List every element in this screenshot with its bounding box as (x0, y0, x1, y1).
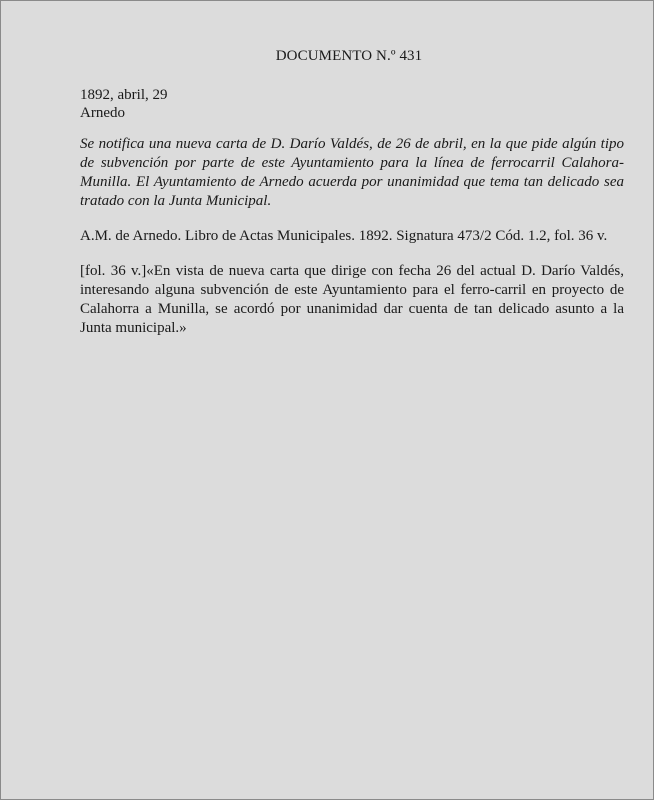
document-source: A.M. de Arnedo. Libro de Actas Municipales. 1892. Signatura 473/2 Cód. 1.2, fol. 36 v. (80, 228, 608, 244)
document-transcript (80, 262, 624, 338)
document-date: 1892, abril, 29 (80, 87, 168, 103)
summary-text: Se notifica una nueva carta de D. Darío Valdés, de 26 de abril, en la que pide algún tipo de subvención por parte de este Ayuntamiento para la línea de ferrocarril Calahora- Munilla. El Ayuntamiento de Arnedo acuerda por unanimidad que tema tan delicado sea tratado con la Junta Municipal. (80, 136, 624, 209)
document-title: DOCUMENTO N.º 431 (275, 48, 423, 64)
transcript-text: [fol. 36 v.]«En vista de nueva carta que dirige con fecha 26 del actual D. Darío Valdés, interesando alguna subvención de este Ayuntamiento para el ferro-carril en proyecto de Calahorra a Munilla, se acordó por unanimidad dar cuenta de tan delicado asunto a la Junta municipal.» (80, 263, 624, 336)
document-summary (80, 135, 624, 211)
document-place: Arnedo (80, 105, 125, 121)
